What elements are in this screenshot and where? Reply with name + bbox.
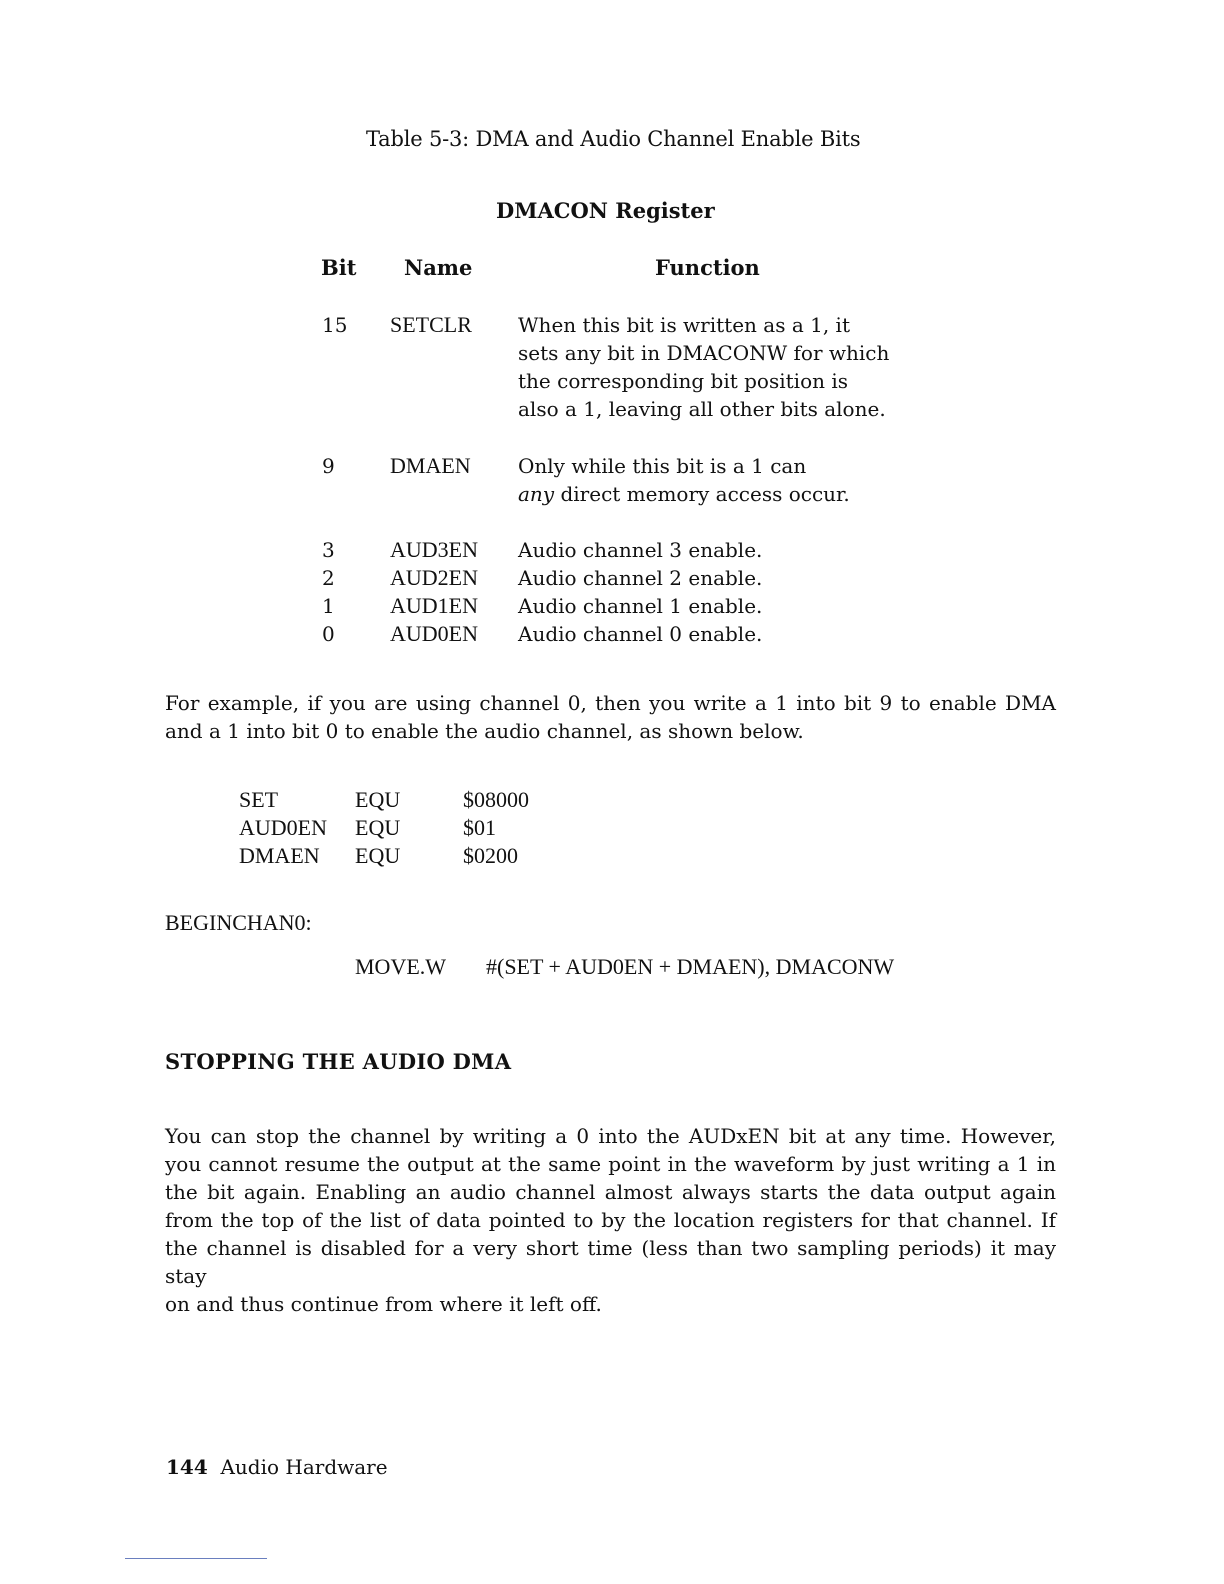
paragraph-line: and a 1 into bit 0 to enable the audio channel, as shown below.: [165, 719, 804, 743]
page-footer: [166, 1455, 388, 1479]
table-row-bit: 0: [322, 622, 335, 646]
paragraph-line: you cannot resume the output at the same point in the waveform by just writing a 1 in: [165, 1152, 1056, 1176]
paragraph-line: on and thus continue from where it left off.: [165, 1292, 602, 1316]
function-line: When this bit is written as a 1, it: [518, 313, 850, 337]
table-row-name: AUD2EN: [390, 565, 478, 590]
code-label: BEGINCHAN0:: [165, 910, 312, 935]
function-line-rest: direct memory access occur.: [554, 482, 850, 506]
page-number: 144: [166, 1455, 208, 1479]
table-row-function: Audio channel 3 enable.: [518, 538, 763, 562]
table-row-name: DMAEN: [390, 453, 471, 478]
equate-directive: EQU: [355, 787, 401, 812]
equate-symbol: AUD0EN: [239, 815, 327, 840]
chapter-title: Audio Hardware: [220, 1455, 388, 1479]
stopping-paragraph: [165, 1122, 1056, 1318]
paragraph-line: You can stop the channel by writing a 0 into the AUDxEN bit at any time. However,: [165, 1124, 1056, 1148]
register-title: DMACON Register: [496, 198, 715, 223]
code-operand: #(SET + AUD0EN + DMAEN), DMACONW: [486, 954, 895, 979]
table-row-bit: 3: [322, 538, 335, 562]
equate-value: $08000: [463, 787, 529, 812]
equate-value: $01: [463, 815, 496, 840]
paragraph-line: the channel is disabled for a very short time (less than two sampling periods) it may stay: [165, 1236, 1056, 1288]
paragraph-line: from the top of the list of data pointed to by the location registers for that channel. If: [165, 1208, 1056, 1232]
code-instruction: MOVE.W: [355, 954, 447, 979]
footnote-rule: [125, 1558, 267, 1559]
function-line: Only while this bit is a 1 can: [518, 454, 807, 478]
equate-directive: EQU: [355, 815, 401, 840]
table-row-name: AUD1EN: [390, 593, 478, 618]
table-row-name: AUD0EN: [390, 621, 478, 646]
equate-symbol: SET: [239, 787, 279, 812]
paragraph-line: For example, if you are using channel 0, then you write a 1 into bit 9 to enable DMA: [165, 691, 1056, 715]
table-row-bit: 1: [322, 594, 335, 618]
table-row-bit: 9: [322, 454, 335, 478]
equate-directive: EQU: [355, 843, 401, 868]
function-line: sets any bit in DMACONW for which: [518, 341, 890, 365]
example-paragraph: [165, 689, 1056, 745]
equate-symbol: DMAEN: [239, 843, 320, 868]
table-row-function: Audio channel 0 enable.: [518, 622, 763, 646]
table-row-function: Audio channel 1 enable.: [518, 594, 763, 618]
table-row-function: Audio channel 2 enable.: [518, 566, 763, 590]
table-row-bit: 2: [322, 566, 335, 590]
function-line: also a 1, leaving all other bits alone.: [518, 397, 886, 421]
function-line: [518, 480, 850, 508]
paragraph-line: the bit again. Enabling an audio channel almost always starts the data output again: [165, 1180, 1056, 1204]
table-row-function: [518, 311, 889, 423]
column-header-function: Function: [655, 255, 760, 280]
table-row-bit: 15: [322, 313, 348, 337]
emphasis-any: any: [518, 482, 555, 506]
equate-value: $0200: [463, 843, 518, 868]
column-header-bit: Bit: [321, 255, 357, 280]
table-caption: Table 5-3: DMA and Audio Channel Enable Bits: [366, 127, 861, 151]
table-row-name: AUD3EN: [390, 537, 478, 562]
function-line: the corresponding bit position is: [518, 369, 849, 393]
column-header-name: Name: [404, 255, 473, 280]
table-row-function: [518, 452, 850, 508]
section-heading: STOPPING THE AUDIO DMA: [165, 1049, 512, 1074]
table-row-name: SETCLR: [390, 312, 472, 337]
